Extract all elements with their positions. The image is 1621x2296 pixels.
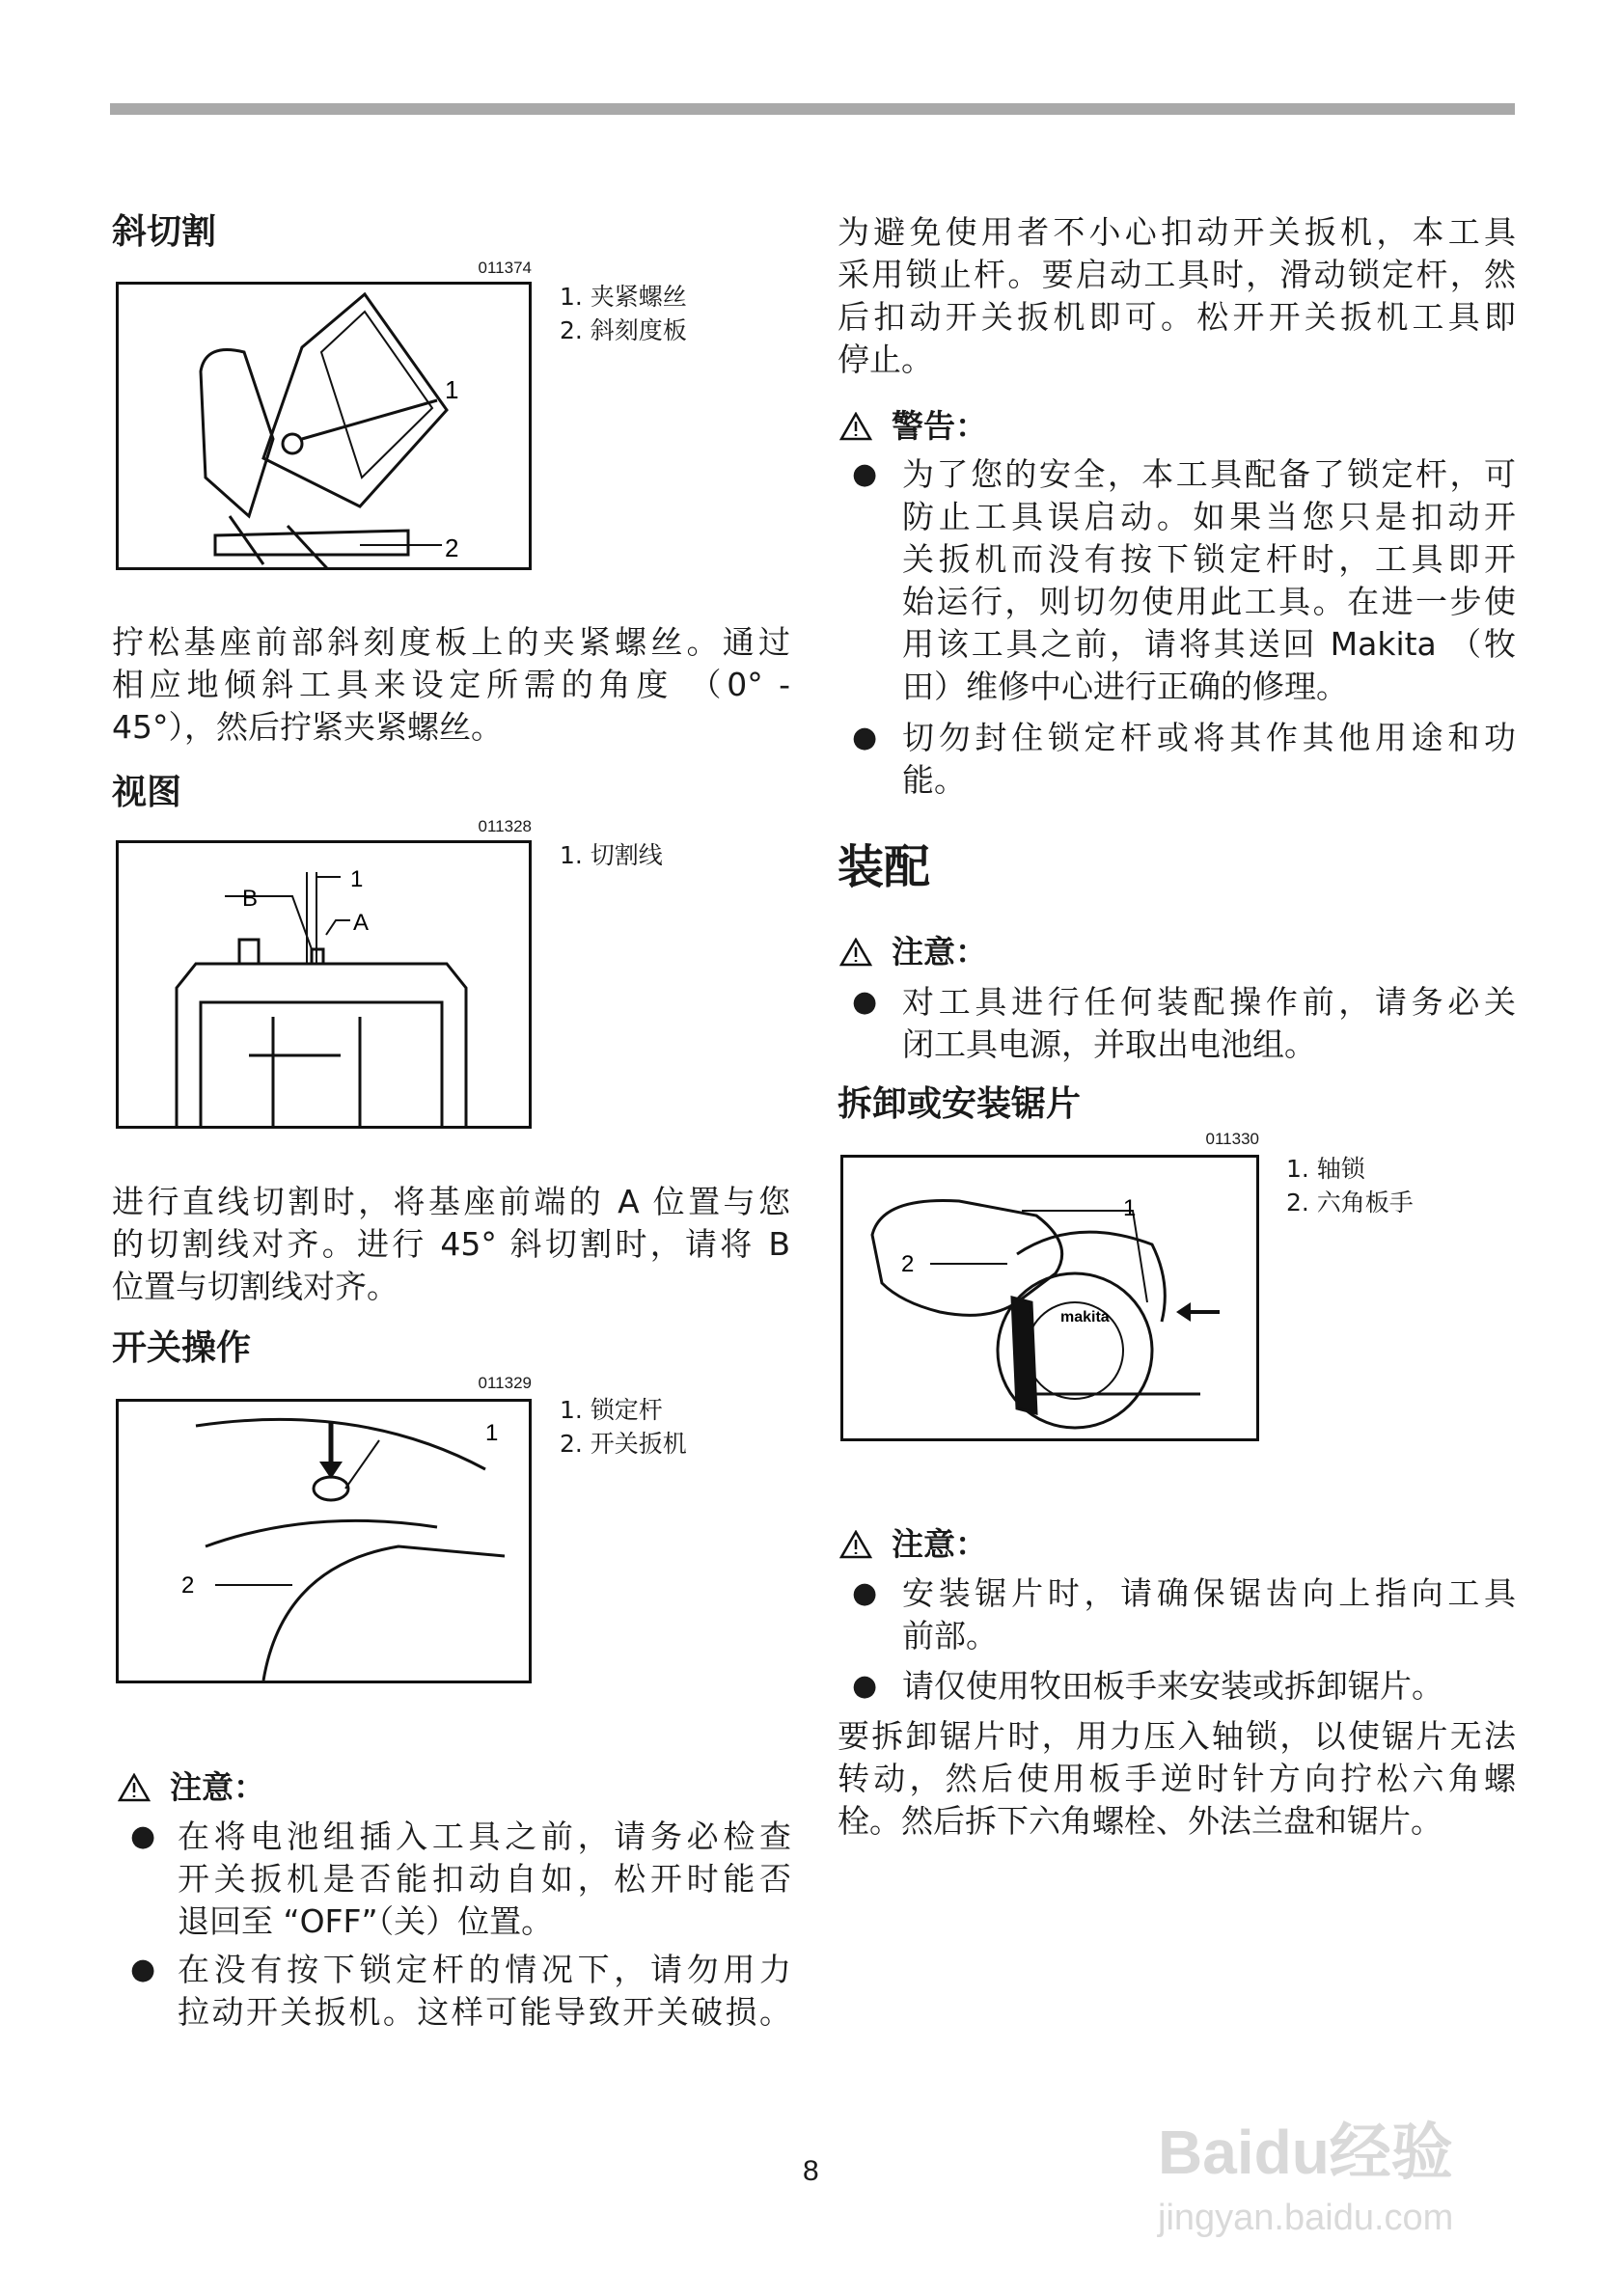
bullet-icon: ● (852, 1669, 878, 1703)
figure-legend (560, 838, 663, 872)
text-line: 在将电池组插入工具之前，请务必检查 (178, 1818, 791, 1855)
text-line: 后扣动开关扳机即可。松开开关扳机工具即 (838, 298, 1516, 336)
bullet-item (178, 1949, 791, 2034)
callout-A: A (353, 910, 370, 936)
figure-code: 011374 (478, 259, 532, 277)
blade-removal-illustration (843, 1158, 1256, 1438)
text-line: 采用锁止杆。要启动工具时，滑动锁定杆，然 (838, 256, 1516, 293)
text-line: 停止。 (838, 341, 933, 378)
text-line: 进行直线切割时，将基座前端的 A 位置与您 (112, 1183, 790, 1220)
legend-item: 1. 轴锁 (1286, 1155, 1365, 1183)
bullet-icon: ● (852, 721, 878, 754)
text-line: 的切割线对齐。进行 45° 斜切割时，请将 B (112, 1225, 790, 1263)
text-line: 拧松基座前部斜刻度板上的夹紧螺丝。通过 (112, 623, 790, 661)
callout-2: 2 (181, 1572, 195, 1599)
legend-item: 2. 开关扳机 (560, 1430, 687, 1458)
callout-1: 1 (350, 866, 364, 892)
bullet-icon: ● (852, 985, 878, 1019)
text-line: 用该工具之前，请将其送回 Makita （牧 (902, 625, 1516, 663)
saw-bevel-illustration (119, 285, 529, 567)
callout-1: 1 (445, 375, 459, 404)
bullet-icon: ● (130, 1953, 156, 1986)
warning-label: 警告： (892, 407, 987, 445)
text-line: 安装锯片时，请确保锯齿向上指向工具 (902, 1574, 1516, 1612)
bullet-icon: ● (852, 1576, 878, 1610)
paragraph-bevel (112, 621, 790, 749)
heading-assembly: 装配 (838, 840, 931, 894)
text-line: 在没有按下锁定杆的情况下，请勿用力 (178, 1951, 791, 1988)
text-line: 要拆卸锯片时，用力压入轴锁，以使锯片无法 (838, 1717, 1516, 1755)
text-line: 为了您的安全，本工具配备了锁定杆，可 (902, 455, 1516, 493)
text-line: 开关扳机是否能扣动自如，松开时能否 (178, 1860, 791, 1898)
caution-label: 注意： (892, 1525, 987, 1563)
figure-legend (1286, 1152, 1414, 1219)
figure-legend (560, 1393, 687, 1461)
base-front-illustration (119, 843, 529, 1126)
brand-logo: makita (1060, 1309, 1110, 1326)
text-line: 防止工具误启动。如果当您只是扣动开 (902, 498, 1516, 535)
figure-code: 011330 (1205, 1130, 1259, 1148)
figure-legend (560, 280, 687, 347)
callout-1: 1 (1123, 1195, 1137, 1221)
paragraph-blade (838, 1715, 1516, 1843)
callout-2: 2 (901, 1251, 915, 1277)
switch-illustration (119, 1402, 529, 1681)
watermark-url: jingyan.baidu.com (1158, 2198, 1454, 2238)
text-line: 转动，然后使用板手逆时针方向拧松六角螺 (838, 1760, 1516, 1797)
figure-sighting (116, 840, 532, 1129)
text-line: 位置与切割线对齐。 (112, 1268, 398, 1305)
legend-item: 1. 锁定杆 (560, 1396, 663, 1424)
warning-triangle-icon (118, 1773, 151, 1802)
text-line: 栓。然后拆下六角螺栓、外法兰盘和锯片。 (838, 1802, 1442, 1840)
text-line: 闭工具电源，并取出电池组。 (902, 1025, 1316, 1063)
caution-heading (839, 931, 987, 973)
header-rule (110, 103, 1515, 115)
legend-item: 2. 六角板手 (1286, 1189, 1414, 1216)
heading-sighting: 视图 (112, 773, 182, 812)
warning-triangle-icon (839, 412, 872, 441)
bullet-item (902, 717, 1516, 802)
text-line: 请仅使用牧田板手来安装或拆卸锯片。 (902, 1667, 1443, 1705)
text-line: 拉动开关扳机。这样可能导致开关破损。 (178, 1993, 791, 2031)
text-line: 前部。 (902, 1617, 998, 1654)
figure-blade (840, 1155, 1259, 1441)
figure-switch (116, 1399, 532, 1683)
text-line: 关扳机而没有按下锁定杆时，工具即开 (902, 540, 1516, 578)
text-line: 对工具进行任何装配操作前，请务必关 (902, 983, 1516, 1021)
warning-triangle-icon (839, 938, 872, 967)
warning-triangle-icon (839, 1530, 872, 1559)
figure-code: 011329 (478, 1374, 532, 1392)
warning-heading (839, 405, 987, 448)
caution-label: 注意： (892, 933, 987, 970)
page-number: 8 (803, 2155, 819, 2187)
text-line: 为避免使用者不小心扣动开关扳机，本工具 (838, 213, 1516, 251)
text-line: 始运行，则切勿使用此工具。在进一步使 (902, 583, 1516, 620)
bullet-item (178, 1816, 791, 1943)
bullet-item (902, 981, 1516, 1066)
heading-bevel-cutting: 斜切割 (112, 212, 217, 252)
figure-bevel (116, 282, 532, 570)
watermark-logo: Baidu经验 (1158, 2118, 1453, 2187)
bullet-item (902, 1665, 1516, 1708)
callout-2: 2 (445, 533, 459, 562)
caution-label: 注意： (170, 1768, 265, 1806)
callout-1: 1 (485, 1420, 499, 1446)
caution-heading (839, 1523, 987, 1566)
caution-heading (118, 1766, 265, 1809)
paragraph-lock (838, 211, 1516, 381)
heading-switch-action: 开关操作 (112, 1328, 252, 1368)
text-line: 能。 (902, 761, 966, 799)
figure-code: 011328 (478, 817, 532, 835)
bullet-item (902, 1572, 1516, 1657)
text-line: 田）维修中心进行正确的修理。 (902, 668, 1348, 705)
callout-B: B (242, 886, 259, 912)
legend-item: 1. 夹紧螺丝 (560, 283, 687, 311)
text-line: 45°），然后拧紧夹紧螺丝。 (112, 708, 503, 746)
text-line: 相应地倾斜工具来设定所需的角度 （0° - (112, 666, 790, 703)
bullet-icon: ● (130, 1819, 156, 1853)
text-line: 退回至 “OFF”（关）位置。 (178, 1902, 554, 1940)
legend-item: 1. 切割线 (560, 841, 663, 869)
bullet-item (902, 453, 1516, 708)
legend-item: 2. 斜刻度板 (560, 316, 687, 344)
paragraph-sighting (112, 1181, 790, 1308)
heading-blade-install: 拆卸或安装锯片 (838, 1084, 1082, 1124)
bullet-icon: ● (852, 457, 878, 491)
text-line: 切勿封住锁定杆或将其作其他用途和功 (902, 719, 1516, 756)
